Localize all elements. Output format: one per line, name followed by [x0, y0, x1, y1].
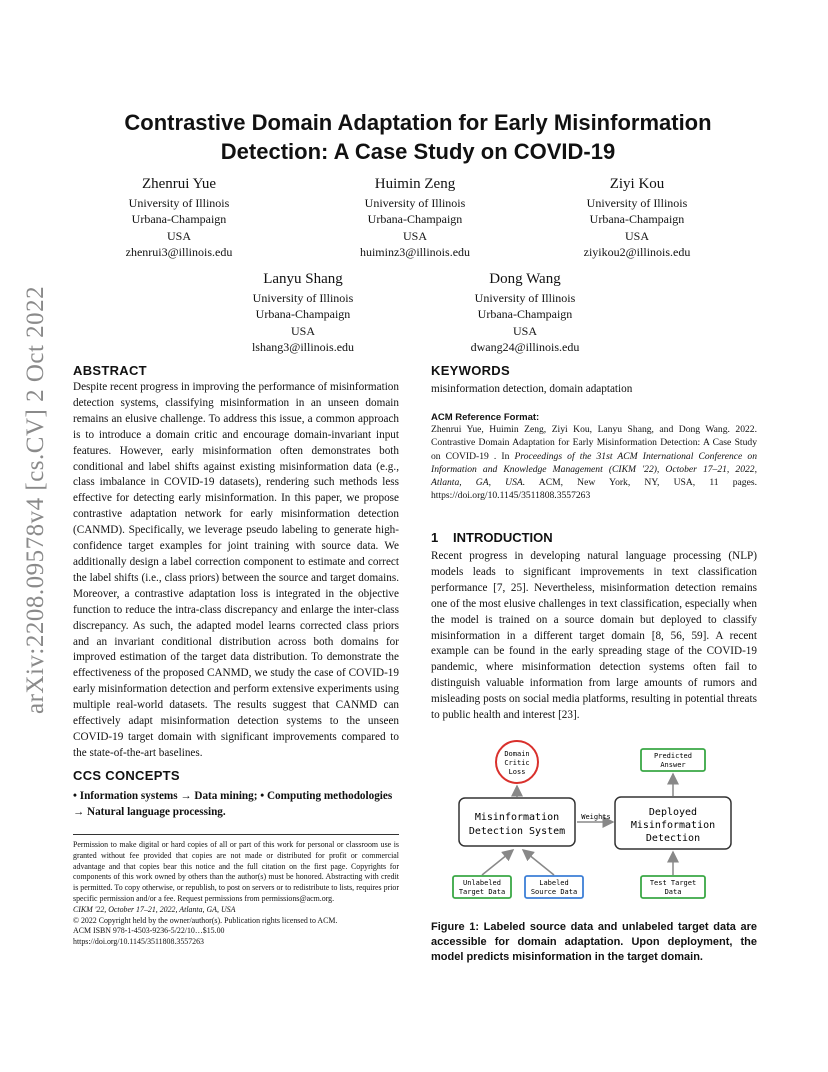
- keywords-heading: KEYWORDS: [431, 363, 510, 378]
- acm-ref-proceedings: Proceedings of the 31st ACM International Conference on Information and Knowledge Management (CIKM '22), October 17–21, 2022, Atlanta, GA, USA.: [431, 450, 757, 489]
- section-title: INTRODUCTION: [453, 530, 553, 545]
- abstract-heading: ABSTRACT: [73, 363, 147, 378]
- author-email: lshang3@illinois.edu: [251, 339, 355, 354]
- author-affiliation-2: Urbana-Champaign: [255, 307, 351, 322]
- author-affiliation-2: Urbana-Champaign: [477, 307, 573, 322]
- abstract-text: Despite recent progress in improving the performance of misinformation detection systems, classifying misinformation in an unseen domain remains an elusive challenge. To address this issue, a common approach is to introduce a domain critic and encourage domain-invariant input features. However, early misinformation often demonstrates both conditional and label shifts against existing misinformation data (e.g., class imbalance in COVID-19 datasets), rendering such methods less effective for detecting early misinformation. In this paper, we propose contrastive adaptation network for early misinformation detection (CANMD). Specifically, we leverage pseudo labeling to generate high-confidence target examples for joint training with source data. We additionally design a label correction component to estimate and correct the label shifts (i.e., class priors) between the source and target domains. Moreover, a contrastive adaptation loss is integrated in the objective function to reduce the intra-class discrepancy and enlarge the inter-class discrepancy. As such, the adapted model learns corrected class priors and an invariant conditional distribution across both domains for improved estimation of the target data distribution. To demonstrate the effectiveness of the proposed CANMD, we study the case of COVID-19 early misinformation detection and perform extensive experiments using multiple real-world datasets. The results suggest that CANMD can effectively adapt misinformation detection systems to the unseen COVID-19 target domain with significant improvements compared to the state-of-the-art baselines.: [73, 381, 399, 759]
- ccs-concepts: [73, 789, 399, 820]
- author-country: USA: [402, 228, 427, 243]
- author-affiliation-2: Urbana-Champaign: [131, 212, 227, 227]
- intro-text: Recent progress in developing natural language processing (NLP) models leads to significant improvements in text classification performance [7, 25]. Nevertheless, misinformation detection remains one of the most elusive challenges in text classification, especially when the model is trained on a source domain but deployed to classify misinformation in a different target domain [8, 56, 59]. A recent example can be found in the early spreading stage of the COVID-19 pandemic, where misinformation detection systems often fail to distinguish valuable information from large amounts of rumors and misleading posts on social media platforms, resulting in potential threats to public health and interest [23].: [431, 550, 757, 722]
- author-affiliation: University of Illinois: [586, 196, 688, 210]
- test-line-2: Data: [664, 888, 682, 896]
- labeled-line-1: Labeled: [539, 879, 569, 887]
- acm-ref-post: ACM, New York, NY, USA, 11 pages. https://doi.org/10.1145/3511808.3557263: [431, 477, 757, 502]
- mds-line-2: Detection System: [468, 826, 566, 837]
- arrow-unlabeled-to-mds: [482, 850, 513, 875]
- author-affiliation-2: Urbana-Champaign: [367, 212, 463, 227]
- author-affiliation: University of Illinois: [364, 196, 466, 210]
- author-email: zhenrui3@illinois.edu: [125, 244, 233, 259]
- deployed-line-1: Deployed: [648, 807, 698, 818]
- author-country: USA: [166, 228, 191, 243]
- footnote-rule: [73, 834, 399, 835]
- permission-block: [73, 840, 399, 948]
- acm-ref-heading: ACM Reference Format:: [431, 412, 540, 423]
- author-email: dwang24@illinois.edu: [470, 339, 580, 354]
- copyright-line: © 2022 Copyright held by the owner/author(s). Publication rights licensed to ACM.: [73, 915, 338, 925]
- ccs-item-1: • Information systems → Data mining;: [73, 790, 258, 802]
- author-email: ziyikou2@illinois.edu: [583, 244, 691, 259]
- arxiv-stamp: arXiv:2208.09578v4 [cs.CV] 2 Oct 2022: [22, 285, 49, 714]
- author-affiliation-2: Urbana-Champaign: [589, 212, 685, 227]
- section-number: 1: [431, 530, 439, 545]
- figure-1-caption: Figure 1: Labeled source data and unlabeled target data are accessible for domain adaptation. Upon deployment, the model predicts misinformation in the target domain.: [431, 921, 757, 963]
- author-2: [315, 175, 515, 260]
- domain-critic-line-3: Loss: [508, 768, 526, 776]
- author-country: USA: [624, 228, 649, 243]
- author-name: Ziyi Kou: [609, 176, 665, 192]
- predicted-line-1: Predicted: [654, 752, 692, 760]
- deployed-line-3: Detection: [645, 833, 701, 844]
- title-line-2: Detection: A Case Study on COVID-19: [220, 139, 616, 164]
- author-4: [203, 270, 403, 355]
- mds-line-1: Misinformation: [474, 812, 560, 823]
- keywords-text: misinformation detection, domain adaptation: [431, 383, 633, 395]
- doi-line: https://doi.org/10.1145/3511808.3557263: [73, 937, 205, 947]
- intro-heading: [431, 530, 553, 545]
- author-affiliation: University of Illinois: [252, 291, 354, 305]
- author-country: USA: [290, 323, 315, 338]
- arrow-labeled-to-mds: [523, 850, 554, 875]
- author-email: huiminz3@illinois.edu: [359, 244, 471, 259]
- test-line-1: Test Target: [649, 879, 697, 887]
- author-affiliation: University of Illinois: [128, 196, 230, 210]
- paper-title: [90, 108, 746, 166]
- ccs-item-2: • Computing methodologies → Natural language processing.: [73, 790, 393, 818]
- author-name: Zhenrui Yue: [141, 176, 216, 192]
- domain-critic-line-2: Critic: [504, 759, 530, 767]
- author-name: Lanyu Shang: [263, 271, 343, 287]
- author-1: [79, 175, 279, 260]
- conference-line: CIKM '22, October 17–21, 2022, Atlanta, GA, USA: [73, 904, 236, 914]
- permission-text: Permission to make digital or hard copies of all or part of this work for personal or classroom use is granted without fee provided that copies are not made or distributed for profit or commercial advantage and that copies bear this notice and the full citation on the first page. Copyrights for components of this work owned by others than the author(s) must be honored. Abstracting with credit is permitted. To copy otherwise, or republish, to post on servers or to redistribute to lists, requires prior specific permission and/or a fee. Request permissions from permissions@acm.org.: [73, 840, 399, 903]
- unlabeled-line-1: Unlabeled: [463, 879, 501, 887]
- author-5: [425, 270, 625, 355]
- author-affiliation: University of Illinois: [474, 291, 576, 305]
- unlabeled-line-2: Target Data: [458, 888, 506, 896]
- author-country: USA: [512, 323, 537, 338]
- deployed-line-2: Misinformation: [630, 820, 716, 831]
- acm-ref-pre: Zhenrui Yue, Huimin Zeng, Ziyi Kou, Lanyu Shang, and Dong Wang. 2022. Contrastive Domain Adaptation for Early Misinformation Detection: A Case Study on COVID-19 . In: [431, 424, 757, 462]
- author-name: Huimin Zeng: [374, 176, 456, 192]
- labeled-line-2: Source Data: [530, 888, 578, 896]
- ccs-heading: CCS CONCEPTS: [73, 768, 180, 783]
- author-name: Dong Wang: [489, 271, 561, 287]
- weights-label: Weights: [581, 813, 611, 821]
- figure-1-diagram: [431, 740, 757, 905]
- domain-critic-line-1: Domain: [504, 750, 530, 758]
- isbn-line: ACM ISBN 978-1-4503-9236-5/22/10…$15.00: [73, 926, 225, 936]
- predicted-line-2: Answer: [660, 761, 686, 769]
- author-3: [537, 175, 737, 260]
- title-line-1: Contrastive Domain Adaptation for Early Misinformation: [124, 110, 712, 135]
- acm-ref-text: [431, 423, 757, 503]
